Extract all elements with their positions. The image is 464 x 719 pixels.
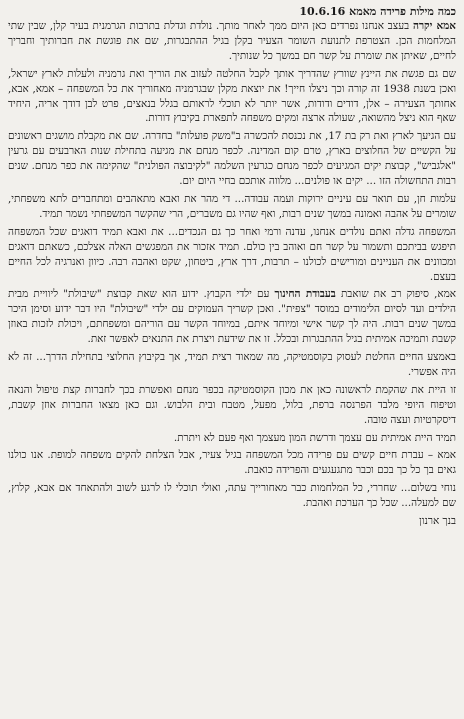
paragraph-text: נוחי בשלום... שחררי, כל המלחמות כבר מאחורייך עתה, ואולי תוכלי לו לרגע לשוב ולהתאחד אם אבא, קלוץ, שם למעלה... שכל כך הערכת ואהבת. [8, 482, 456, 510]
paragraph-text: עלמות חן, עם תואר עם עיניים ירוקות ועמה עבודה... די מהר את ואבא מתאהבים ומתחברים לתא משפחתי, שומרים על אהבה ואמונה במשך שנים רבות, ואף שהיו גם משברים, הרי שהקשר המשפחתי נשמר תמיד. [8, 192, 456, 220]
paragraph-7 [8, 350, 456, 380]
paragraph-prefix: אמא, סיפוק רב את שואבת [335, 288, 457, 301]
paragraph-text: אמא – עברת חיים קשים עם פרידה מכל המשפחה בגיל צעיר, אבל הצלחת להקים משפחה למופת. אנו כולנו גאים בך כל כך בכם וכבר מתגעגעים והפרידה כואבת. [8, 449, 456, 477]
paragraph-10 [8, 448, 456, 478]
title-date: 10.6.16 [299, 5, 346, 18]
paragraph-text: בעצב אנחנו נפרדים כאן היום ממך לאחר מותך. נולדת וגדלת בתרבות הגרמנית בעיר קלן, שבין שתי המלחמות הכן. הצטרפת לתנועת השומר הצעיר בקלן בגיל ההתבגרות, שם את פוגשת את חברותיך וחבריך לחיים, שאיתן את שומרת על קשר חם במשך כל שנותיך. [8, 20, 456, 62]
paragraph-11 [8, 481, 456, 511]
document-title [8, 4, 456, 19]
paragraph-8 [8, 383, 456, 428]
paragraph-4 [8, 192, 456, 222]
paragraph-1 [8, 19, 456, 64]
paragraph-text: עם הגיעך לארץ ואת רק בת 17, את נכנסת להכשרה ב"משק פועלות" בחדרה. שם את מקבלת מושגים ראשונים על הקשיים של החלוצים בארץ, טרם קום המדינה. לכפר מנחם את מגיעה בתחילת שנות הארבעים עם גרעין "אלגביש", קבוצת יקים המגיעים לכפר מנחם כגרעין השלמה "לקיבוצה הפולנית" שהקימה את כפר מנחם. שנים רבות התחשולה הזו ... יקים או פולנים... מלווה אותכם בחיי היום יום. [8, 130, 456, 188]
paragraph-text: תמיד היית אמיתית עם עצמך ודרשת המון מעצמך ואף פעם לא ויתרת. [173, 431, 456, 444]
paragraph-3 [8, 129, 456, 189]
paragraph-5 [8, 225, 456, 285]
paragraph-text: שם גם פגשת את היינץ שוורץ שהדריך אותך לקבל החלטה לעזוב את הוריך ואת גרמניה ולעלות לארץ ישראל, ואכן בשנת 1938 זה קורה וכך ניצלו חייך! את יוצאת מקלן שבגרמניה מאחוריך את כל המשפחה – אמא, אבא, אחותך הצעירה – אלן, דודים ודודות, אשר יותר לא תוכלי לראותם בגלל בנאצים, פרט לבן דודך אריה, היחיד שאף הוא ניצל מהשואה, שעולה ארצה ומקים משפחה לתפארת בקיבוץ דורות. [8, 67, 456, 125]
paragraph-text: המשפחה גדלה ואתם נולדים אנחנו, עדנה ורמי ואחר כך גם הנכדים... את ואבא תמיד דואגים שכל המשפחה תיפגש בביתכם ותשמור על קשר חם ואוהב בין כולם. תמיד אזכור את המפגשים האלה אצלכם, כשאתם דואגים ומכוונים את העניינים ומורישים לכולנו – תרבות, דרך ארץ, ביטחון, שקט ואהבה רבה. כיוון ואנרגיה לכל החיים בעצם. [8, 225, 456, 283]
paragraph-text: באמצע החיים החלטת לעסוק בקוסמטיקה, מה שמאוד רצית תמיד, אך בקיבוץ החלוצי בתחילת הדרך... זה לא היה אפשרי. [8, 351, 456, 378]
signature: בנך ארנון [419, 515, 456, 528]
paragraph-6 [8, 287, 456, 347]
paragraph-text: זו היית את שהקמת לראשונה כאן את מכון הקוסמטיקה בכפר מנחם ואפשרת בכך לחברות קצת טיפול והנאה וטיפוח היופי מלבד הפרנסה ברפת, בלול, מפעל, מטבח ובית הלבוש. וגם כאן מצאו החברות אוזן קשבת, דיסקרטיות ועצה טובה. [8, 383, 456, 426]
paragraph-text: עם ילדי הקבוץ. ידוע הוא שאת קבוצת "שיבולת" ליוויית מבית הילדים ועד לסיום הלימודים במוסד "צפית". ואכן קשריך העמוקים עם ילדי "שיבולת" היו דבר ידוע וסימן היכר במשך שנים רבות. היה לך קשר אישי ומיוחד איתם, במיוחד הקשר עם הוריהם ומשפחתם, ויכולת לזכות באוזן קשבת ותמיכה אמיתית בגיל ההתבגרות ובכלל. זו את שידעת ויצרת את התנאים לאפשר זאת. [8, 288, 456, 346]
title-text: כמה מילות פרידה מאמא [349, 5, 456, 18]
emphasis-education: בעבודת החינוך [274, 288, 336, 301]
paragraph-2 [8, 67, 456, 127]
paragraph-9 [8, 431, 456, 446]
salutation: אמא יקרה [412, 20, 456, 32]
